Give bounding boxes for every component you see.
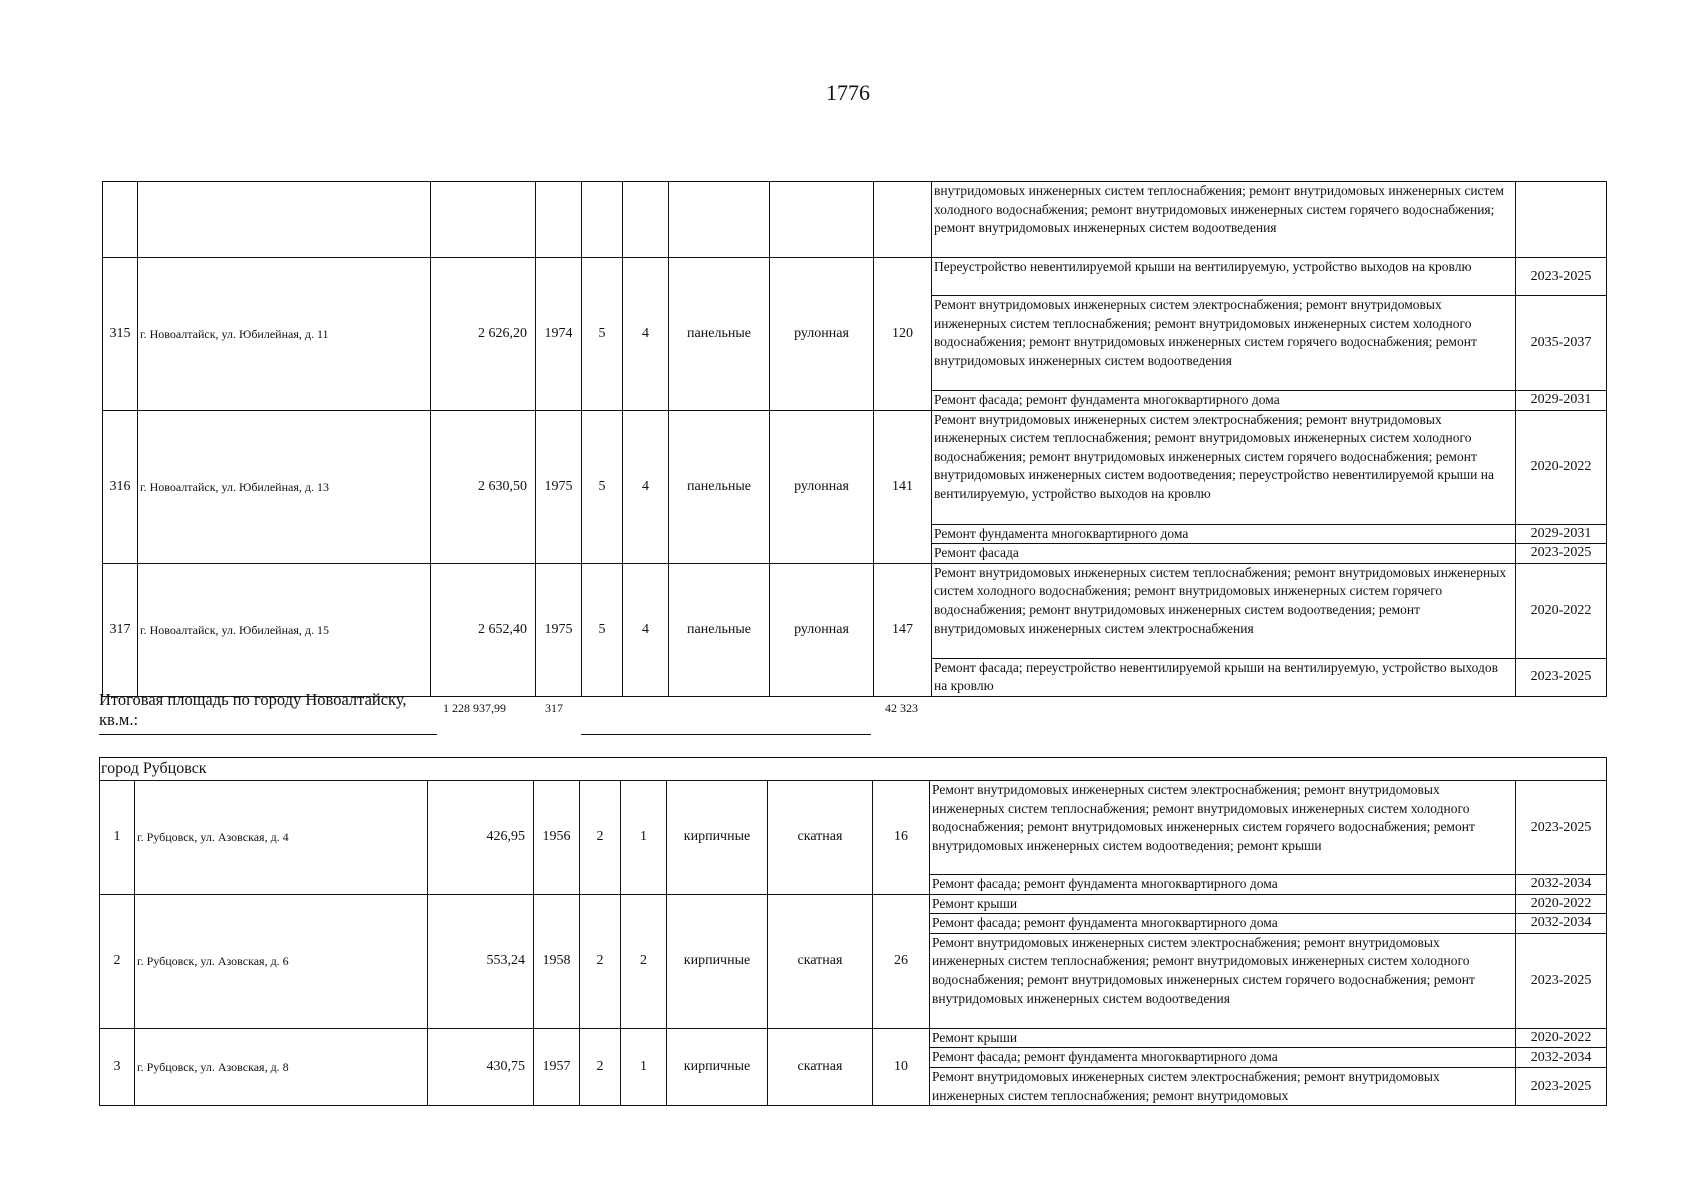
roof-cell: скатная — [768, 1028, 873, 1105]
total-underline — [99, 734, 437, 735]
work-description: Ремонт внутридомовых инженерных систем электроснабжения; ремонт внутридомовых инженерных систем теплоснабжения; ремонт внутридомовых — [930, 1067, 1516, 1105]
table-row — [100, 758, 1607, 781]
table-row — [103, 182, 1607, 258]
work-period: 2032-2034 — [1516, 875, 1607, 895]
work-period: 2035-2037 — [1516, 296, 1607, 391]
work-description: Ремонт внутридомовых инженерных систем электроснабжения; ремонт внутридомовых инженерных систем теплоснабжения; ремонт внутридомовых инженерных систем холодного водоснабжения; ремонт внутридомовых инженерных систем горячего водоснабжения; ремонт внутридомовых инженерных систем водоотведения — [930, 933, 1516, 1028]
walls-cell: панельные — [669, 410, 770, 563]
walls-cell: кирпичные — [667, 781, 768, 895]
area-cell: 426,95 — [428, 781, 534, 895]
residents-cell: 10 — [873, 1028, 930, 1105]
work-period: 2032-2034 — [1516, 1048, 1607, 1068]
walls-cell: панельные — [669, 563, 770, 696]
roof-cell: скатная — [768, 781, 873, 895]
work-description: Ремонт внутридомовых инженерных систем электроснабжения; ремонт внутридомовых инженерных систем теплоснабжения; ремонт внутридомовых инженерных систем холодного водоснабжения; ремонт внутридомовых инженерных систем горячего водоснабжения; ремонт внутридомовых инженерных систем водоотведения; ремонт крыши — [930, 781, 1516, 875]
walls-cell: панельные — [669, 258, 770, 411]
total-residents: 42 323 — [885, 701, 918, 715]
row-number: 3 — [100, 1028, 135, 1105]
floors-cell: 5 — [582, 258, 623, 411]
row-number: 317 — [103, 563, 138, 696]
area-cell: 2 652,40 — [431, 563, 536, 696]
address-cell: г. Новоалтайск, ул. Юбилейная, д. 15 — [138, 563, 431, 696]
work-description: Ремонт фасада — [932, 544, 1516, 564]
floors-cell: 5 — [582, 410, 623, 563]
page-number: 1776 — [826, 80, 870, 105]
work-period: 2032-2034 — [1516, 914, 1607, 934]
table-row — [103, 258, 1607, 296]
roof-cell: рулонная — [770, 563, 874, 696]
row-number: 315 — [103, 258, 138, 411]
table-row — [103, 563, 1607, 658]
year-cell: 1957 — [534, 1028, 580, 1105]
row-number: 1 — [100, 781, 135, 895]
work-period: 2023-2025 — [1516, 781, 1607, 875]
residents-cell: 120 — [874, 258, 932, 411]
work-description: Ремонт фасада; переустройство невентилируемой крыши на вентилируемую, устройство выходов на кровлю — [932, 658, 1516, 696]
work-description: Ремонт фасада; ремонт фундамента многоквартирного дома — [930, 1048, 1516, 1068]
floors-cell: 2 — [580, 781, 621, 895]
work-description: Ремонт фасада; ремонт фундамента многоквартирного дома — [930, 914, 1516, 934]
row-number: 2 — [100, 894, 135, 1028]
work-period: 2023-2025 — [1516, 544, 1607, 564]
work-description: Переустройство невентилируемой крыши на вентилируемую, устройство выходов на кровлю — [932, 258, 1516, 296]
address-cell: г. Рубцовск, ул. Азовская, д. 8 — [135, 1028, 428, 1105]
total-count: 317 — [545, 701, 563, 715]
work-description: Ремонт внутридомовых инженерных систем теплоснабжения; ремонт внутридомовых инженерных систем холодного водоснабжения; ремонт внутридомовых инженерных систем горячего водоснабжения; ремонт внутридомовых инженерных систем водоотведения; ремонт внутридомовых инженерных систем электроснабжения — [932, 563, 1516, 658]
entrances-cell: 4 — [623, 258, 669, 411]
roof-cell: рулонная — [770, 258, 874, 411]
entrances-cell: 1 — [621, 781, 667, 895]
work-description: Ремонт фундамента многоквартирного дома — [932, 524, 1516, 544]
entrances-cell: 4 — [623, 563, 669, 696]
residents-cell: 147 — [874, 563, 932, 696]
work-period: 2023-2025 — [1516, 258, 1607, 296]
address-cell: г. Рубцовск, ул. Азовская, д. 4 — [135, 781, 428, 895]
work-description: Ремонт внутридомовых инженерных систем электроснабжения; ремонт внутридомовых инженерных систем теплоснабжения; ремонт внутридомовых инженерных систем холодного водоснабжения; ремонт внутридомовых инженерных систем горячего водоснабжения; ремонт внутридомовых инженерных систем водоотведения — [932, 296, 1516, 391]
entrances-cell: 2 — [621, 894, 667, 1028]
roof-cell: скатная — [768, 894, 873, 1028]
floors-cell: 5 — [582, 563, 623, 696]
table-row — [100, 781, 1607, 875]
rubtsovsk-table — [99, 757, 1607, 1106]
address-cell: г. Новоалтайск, ул. Юбилейная, д. 13 — [138, 410, 431, 563]
address-cell: г. Новоалтайск, ул. Юбилейная, д. 11 — [138, 258, 431, 411]
entrances-cell: 1 — [621, 1028, 667, 1105]
residents-cell: 26 — [873, 894, 930, 1028]
work-description: Ремонт фасада; ремонт фундамента многоквартирного дома — [930, 875, 1516, 895]
roof-cell: рулонная — [770, 410, 874, 563]
entrances-cell: 4 — [623, 410, 669, 563]
year-cell: 1975 — [536, 410, 582, 563]
walls-cell: кирпичные — [667, 894, 768, 1028]
work-period: 2020-2022 — [1516, 410, 1607, 524]
year-cell: 1956 — [534, 781, 580, 895]
work-period: 2020-2022 — [1516, 1028, 1607, 1048]
residents-cell: 16 — [873, 781, 930, 895]
table-row — [100, 894, 1607, 914]
work-period: 2020-2022 — [1516, 563, 1607, 658]
row-number: 316 — [103, 410, 138, 563]
work-description: Ремонт внутридомовых инженерных систем электроснабжения; ремонт внутридомовых инженерных систем теплоснабжения; ремонт внутридомовых инженерных систем холодного водоснабжения; ремонт внутридомовых инженерных систем горячего водоснабжения; ремонт внутридомовых инженерных систем водоотведения; переустройство невентилируемой крыши на вентилируемую, устройство выходов на кровлю — [932, 410, 1516, 524]
work-period: 2029-2031 — [1516, 391, 1607, 411]
year-cell: 1974 — [536, 258, 582, 411]
table-row — [100, 1028, 1607, 1048]
area-cell: 2 626,20 — [431, 258, 536, 411]
area-cell: 430,75 — [428, 1028, 534, 1105]
walls-cell: кирпичные — [667, 1028, 768, 1105]
work-period: 2023-2025 — [1516, 1067, 1607, 1105]
city-header: город Рубцовск — [100, 758, 1607, 781]
work-period: 2023-2025 — [1516, 658, 1607, 696]
residents-cell: 141 — [874, 410, 932, 563]
year-cell: 1958 — [534, 894, 580, 1028]
year-cell: 1975 — [536, 563, 582, 696]
total-area: 1 228 937,99 — [443, 701, 506, 715]
work-period: 2023-2025 — [1516, 933, 1607, 1028]
work-description: Ремонт крыши — [930, 894, 1516, 914]
floors-cell: 2 — [580, 894, 621, 1028]
work-period: 2029-2031 — [1516, 524, 1607, 544]
total-label: Итоговая площадь по городу Новоалтайску, кв.м.: — [99, 690, 407, 729]
novoaltaysk-table — [102, 181, 1607, 697]
floors-cell: 2 — [580, 1028, 621, 1105]
work-description: Ремонт фасада; ремонт фундамента многоквартирного дома — [932, 391, 1516, 411]
area-cell: 553,24 — [428, 894, 534, 1028]
work-description: Ремонт крыши — [930, 1028, 1516, 1048]
work-description: внутридомовых инженерных систем теплоснабжения; ремонт внутридомовых инженерных систем холодного водоснабжения; ремонт внутридомовых инженерных систем горячего водоснабжения; ремонт внутридомовых инженерных систем водоотведения — [932, 182, 1516, 258]
address-cell: г. Рубцовск, ул. Азовская, д. 6 — [135, 894, 428, 1028]
area-cell: 2 630,50 — [431, 410, 536, 563]
total-underline — [581, 734, 871, 735]
work-period: 2020-2022 — [1516, 894, 1607, 914]
table-row — [103, 410, 1607, 524]
